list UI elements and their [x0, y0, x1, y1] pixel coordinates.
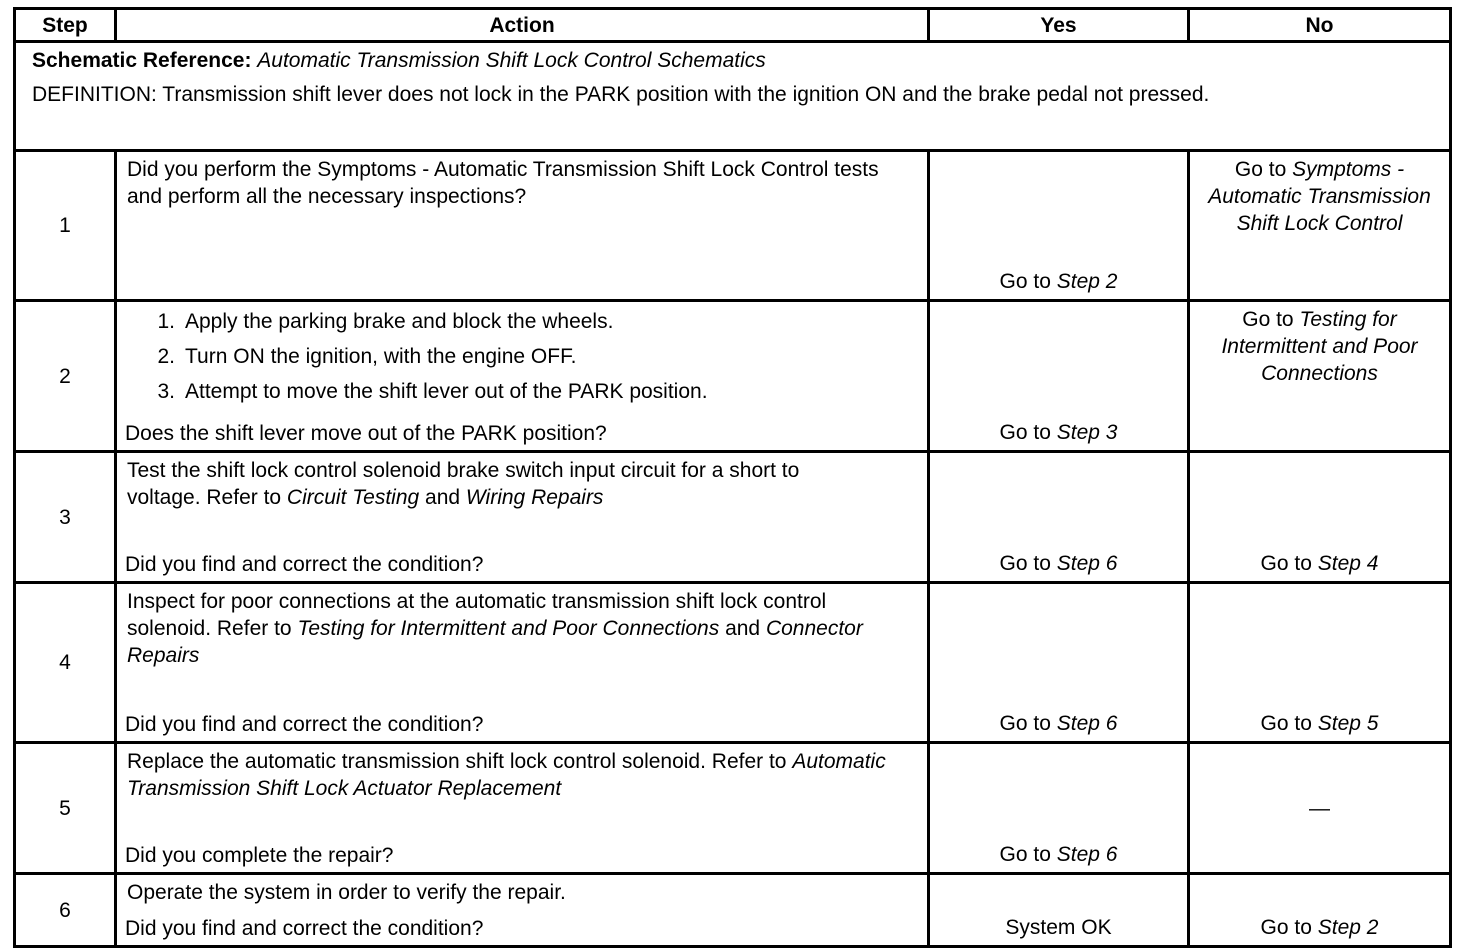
yes-result: Go to Step 3: [999, 421, 1118, 444]
yes-link[interactable]: Step 6: [1056, 843, 1118, 866]
step-number: 4: [15, 583, 116, 743]
definition-text: DEFINITION: Transmission shift lever does not lock in the PARK position with the ignition ON and the brake pedal not pressed.: [32, 83, 1210, 106]
yes-link[interactable]: Step 6: [1056, 712, 1118, 735]
reference-link[interactable]: Circuit Testing: [286, 486, 420, 509]
header-yes: Yes: [929, 9, 1189, 42]
step-number: 1: [15, 151, 116, 301]
action-cell: [116, 874, 929, 947]
action-text: Test the shift lock control solenoid brake switch input circuit for a short to voltage. Refer to Circuit Testing and Wiring Repairs: [127, 459, 800, 509]
yes-link[interactable]: Step 6: [1056, 552, 1118, 575]
schematic-reference: [32, 47, 1433, 74]
table-row: [15, 452, 1451, 583]
step-number: 3: [15, 452, 116, 583]
no-cell: [1189, 874, 1451, 947]
step-number: 6: [15, 874, 116, 947]
no-result: Go to Step 4: [1260, 552, 1379, 575]
no-cell: [1189, 301, 1451, 452]
table-row: [15, 301, 1451, 452]
header-step: Step: [15, 9, 116, 42]
action-cell: [116, 151, 929, 301]
definition-row: [15, 42, 1451, 151]
header-action: Action: [116, 9, 929, 42]
yes-result: System OK: [1005, 916, 1112, 939]
no-cell: [1189, 583, 1451, 743]
action-text: Operate the system in order to verify the repair.: [127, 881, 566, 904]
yes-cell: [929, 301, 1189, 452]
yes-result: Go to Step 6: [999, 712, 1118, 735]
yes-cell: [929, 583, 1189, 743]
no-result: Go to Step 2: [1260, 916, 1379, 939]
schematic-label: Schematic Reference:: [32, 49, 252, 72]
yes-link[interactable]: Step 2: [1056, 270, 1118, 293]
question-text: Did you find and correct the condition?: [125, 917, 484, 940]
no-result: Go to Testing for Intermittent and Poor Connections: [1221, 308, 1418, 385]
no-link[interactable]: Step 5: [1317, 712, 1379, 735]
no-cell: [1189, 151, 1451, 301]
no-link[interactable]: Symptoms - Automatic Transmission Shift Lock Control: [1208, 158, 1431, 235]
question-text: Did you find and correct the condition?: [125, 713, 484, 736]
no-result: —: [1309, 796, 1330, 820]
reference-link[interactable]: Automatic Transmission Shift Lock Actuator Replacement: [127, 750, 886, 800]
no-link[interactable]: Testing for Intermittent and Poor Connections: [1221, 308, 1418, 385]
diagnostic-table: [13, 7, 1452, 948]
no-result: Go to Symptoms - Automatic Transmission Shift Lock Control: [1208, 158, 1431, 235]
question-text: Does the shift lever move out of the PARK position?: [125, 422, 607, 445]
reference-link[interactable]: Testing for Intermittent and Poor Connections: [297, 617, 720, 640]
list-item: 2. Turn ON the ignition, with the engine OFF.: [157, 345, 577, 368]
list-item: 1. Apply the parking brake and block the wheels.: [157, 310, 614, 333]
action-cell: [116, 452, 929, 583]
no-cell: [1189, 452, 1451, 583]
no-link[interactable]: Step 4: [1317, 552, 1379, 575]
action-text: Replace the automatic transmission shift lock control solenoid. Refer to Automatic Transmission Shift Lock Actuator Replacement: [127, 750, 886, 800]
action-text: Did you perform the Symptoms - Automatic Transmission Shift Lock Control tests and perform all the necessary inspections?: [127, 158, 879, 208]
action-cell: [116, 301, 929, 452]
no-link[interactable]: Step 2: [1317, 916, 1379, 939]
question-text: Did you find and correct the condition?: [125, 553, 484, 576]
schematic-link[interactable]: Automatic Transmission Shift Lock Control Schematics: [257, 49, 766, 72]
action-cell: [116, 583, 929, 743]
header-row: [15, 9, 1451, 42]
yes-link[interactable]: Step 3: [1056, 421, 1118, 444]
table-row: [15, 743, 1451, 874]
yes-cell: [929, 151, 1189, 301]
yes-result: Go to Step 2: [999, 270, 1118, 293]
table-row: [15, 151, 1451, 301]
reference-link[interactable]: Connector Repairs: [127, 617, 863, 667]
header-no: No: [1189, 9, 1451, 42]
action-text: Inspect for poor connections at the automatic transmission shift lock control solenoid. Refer to Testing for Intermittent and Poor Connections and Connector Repairs: [127, 590, 863, 667]
no-cell: [1189, 743, 1451, 874]
yes-cell: [929, 452, 1189, 583]
list-item: 3. Attempt to move the shift lever out of the PARK position.: [157, 380, 708, 403]
yes-cell: [929, 743, 1189, 874]
reference-link[interactable]: Wiring Repairs: [465, 486, 604, 509]
action-cell: [116, 743, 929, 874]
step-number: 2: [15, 301, 116, 452]
no-result: Go to Step 5: [1260, 712, 1379, 735]
step-number: 5: [15, 743, 116, 874]
yes-cell: [929, 874, 1189, 947]
table-row: [15, 583, 1451, 743]
table-row: [15, 874, 1451, 947]
question-text: Did you complete the repair?: [125, 844, 394, 867]
yes-result: Go to Step 6: [999, 552, 1118, 575]
yes-result: Go to Step 6: [999, 843, 1118, 866]
